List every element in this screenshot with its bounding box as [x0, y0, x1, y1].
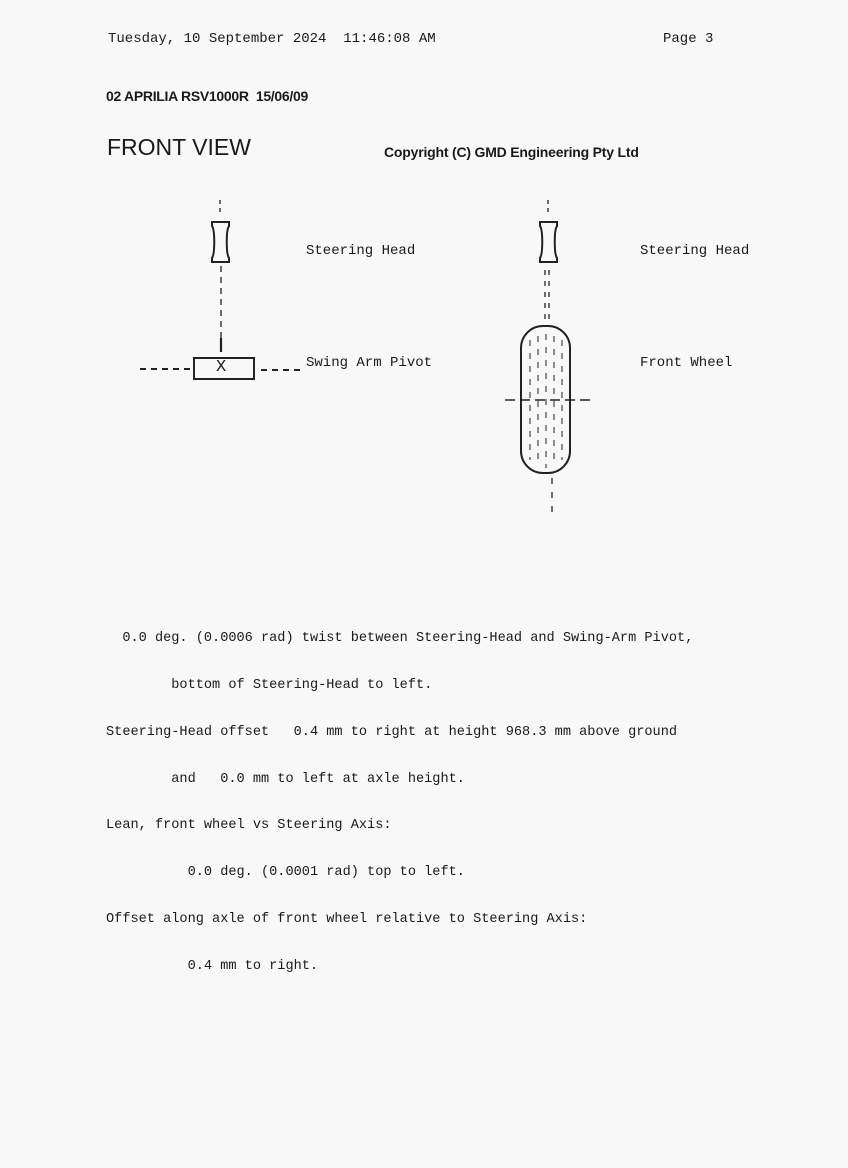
results-block	[106, 600, 693, 1005]
results-line: bottom of Steering-Head to left.	[106, 677, 433, 693]
view-title: FRONT VIEW	[107, 134, 251, 160]
results-line: 0.0 deg. (0.0006 rad) twist between Steering-Head and Swing-Arm Pivot,	[106, 631, 694, 647]
results-line: Steering-Head offset 0.4 mm to right at height 968.3 mm above ground	[106, 724, 678, 740]
right-steering-head-icon	[540, 222, 557, 262]
left-steering-head-icon	[212, 222, 229, 262]
copyright-notice: Copyright (C) GMD Engineering Pty Ltd	[384, 144, 639, 160]
results-line: and 0.0 mm to left at axle height.	[106, 771, 465, 787]
results-line: Lean, front wheel vs Steering Axis:	[106, 818, 392, 834]
results-line: Offset along axle of front wheel relative to Steering Axis:	[106, 911, 588, 927]
model-title: 02 APRILIA RSV1000R 15/06/09	[106, 88, 308, 104]
results-line: 0.0 deg. (0.0001 rad) top to left.	[106, 865, 465, 881]
results-line: 0.4 mm to right.	[106, 958, 319, 974]
page-number: Page 3	[663, 31, 714, 47]
swing-arm-pivot-label: Swing Arm Pivot	[306, 355, 433, 371]
pivot-marker: X	[216, 358, 227, 377]
print-datetime: Tuesday, 10 September 2024 11:46:08 AM	[108, 31, 436, 47]
front-wheel-label: Front Wheel	[640, 355, 733, 371]
right-steering-head-label: Steering Head	[640, 243, 750, 259]
left-steering-head-label: Steering Head	[306, 243, 416, 259]
